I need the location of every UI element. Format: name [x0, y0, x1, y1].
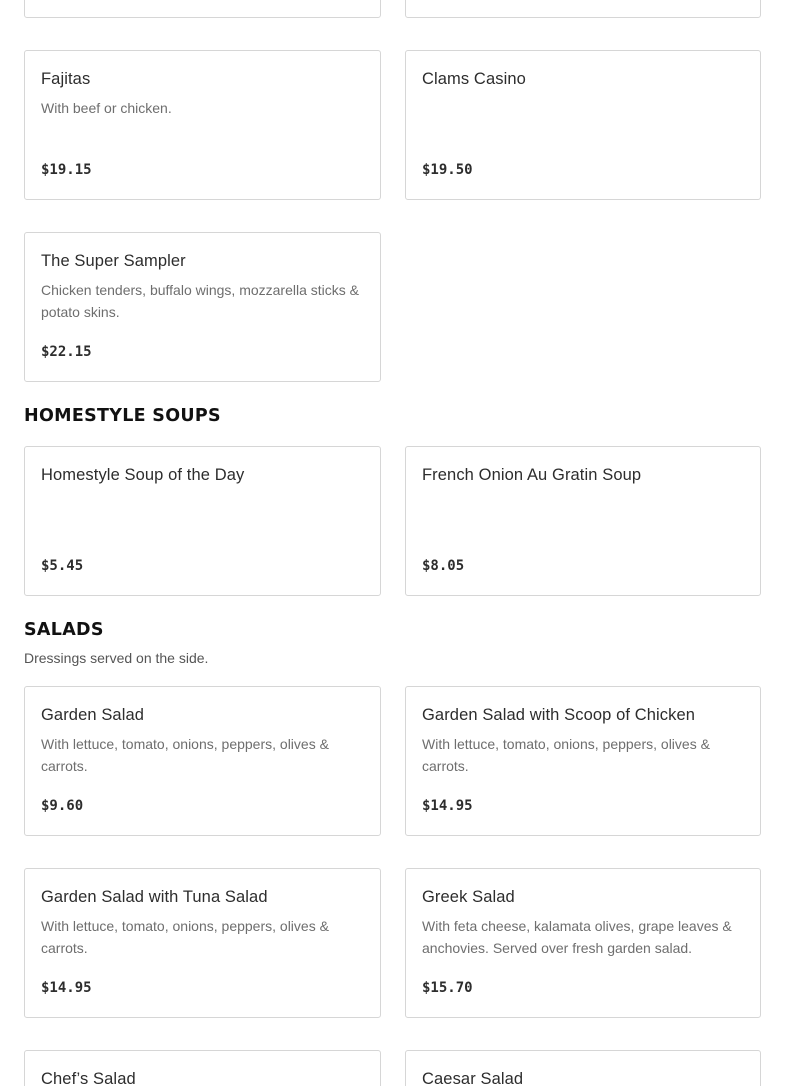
item-description: With lettuce, tomato, onions, peppers, olives & carrots. [41, 736, 329, 774]
item-name: Homestyle Soup of the Day [41, 466, 245, 484]
item-description: With lettuce, tomato, onions, peppers, olives & carrots. [422, 736, 710, 774]
item-name: Greek Salad [422, 888, 515, 906]
item-name: French Onion Au Gratin Soup [422, 466, 642, 484]
item-description: With feta cheese, kalamata olives, grape leaves & anchovies. Served over fresh garden salad. [422, 918, 732, 956]
item-price: $8.05 [422, 558, 465, 574]
menu-item-card-caesar-salad[interactable] [405, 1050, 761, 1086]
item-price: $14.95 [422, 798, 473, 814]
section-note: Dressings served on the side. [24, 650, 209, 666]
menu-item-card-soup-of-the-day[interactable] [24, 446, 381, 596]
item-price: $5.45 [41, 558, 84, 574]
item-description: Chicken tenders, buffalo wings, mozzarella sticks & potato skins. [41, 282, 359, 320]
item-name: Clams Casino [422, 70, 526, 88]
item-name: Garden Salad with Scoop of Chicken [422, 706, 696, 724]
item-name: Garden Salad [41, 706, 145, 724]
item-name: Chef’s Salad [41, 1070, 136, 1086]
item-name: The Super Sampler [41, 252, 186, 270]
menu-item-card-fajitas[interactable] [24, 50, 381, 200]
item-price: $22.15 [41, 344, 92, 360]
menu-item-card-super-sampler[interactable] [24, 232, 381, 382]
menu-item-card-garden-salad[interactable] [24, 686, 381, 836]
menu-item-card[interactable] [24, 0, 381, 18]
item-description: With beef or chicken. [41, 100, 172, 116]
menu-item-card-garden-salad-chicken[interactable] [405, 686, 761, 836]
item-name: Fajitas [41, 70, 91, 88]
item-price: $9.60 [41, 798, 84, 814]
item-price: $19.50 [422, 162, 473, 178]
item-name: Caesar Salad [422, 1070, 524, 1086]
menu-item-card-chefs-salad[interactable] [24, 1050, 381, 1086]
item-price: $14.95 [41, 980, 92, 996]
section-title-soups: HOMESTYLE SOUPS [24, 406, 221, 426]
item-price: $19.15 [41, 162, 92, 178]
menu-item-card-greek-salad[interactable] [405, 868, 761, 1018]
item-price: $15.70 [422, 980, 473, 996]
menu-item-card-french-onion-soup[interactable] [405, 446, 761, 596]
item-description: With lettuce, tomato, onions, peppers, olives & carrots. [41, 918, 329, 956]
item-name: Garden Salad with Tuna Salad [41, 888, 268, 906]
section-title-salads: SALADS [24, 620, 104, 640]
menu-item-card[interactable] [405, 0, 761, 18]
menu-item-card-clams-casino[interactable] [405, 50, 761, 200]
menu-item-card-garden-salad-tuna[interactable] [24, 868, 381, 1018]
